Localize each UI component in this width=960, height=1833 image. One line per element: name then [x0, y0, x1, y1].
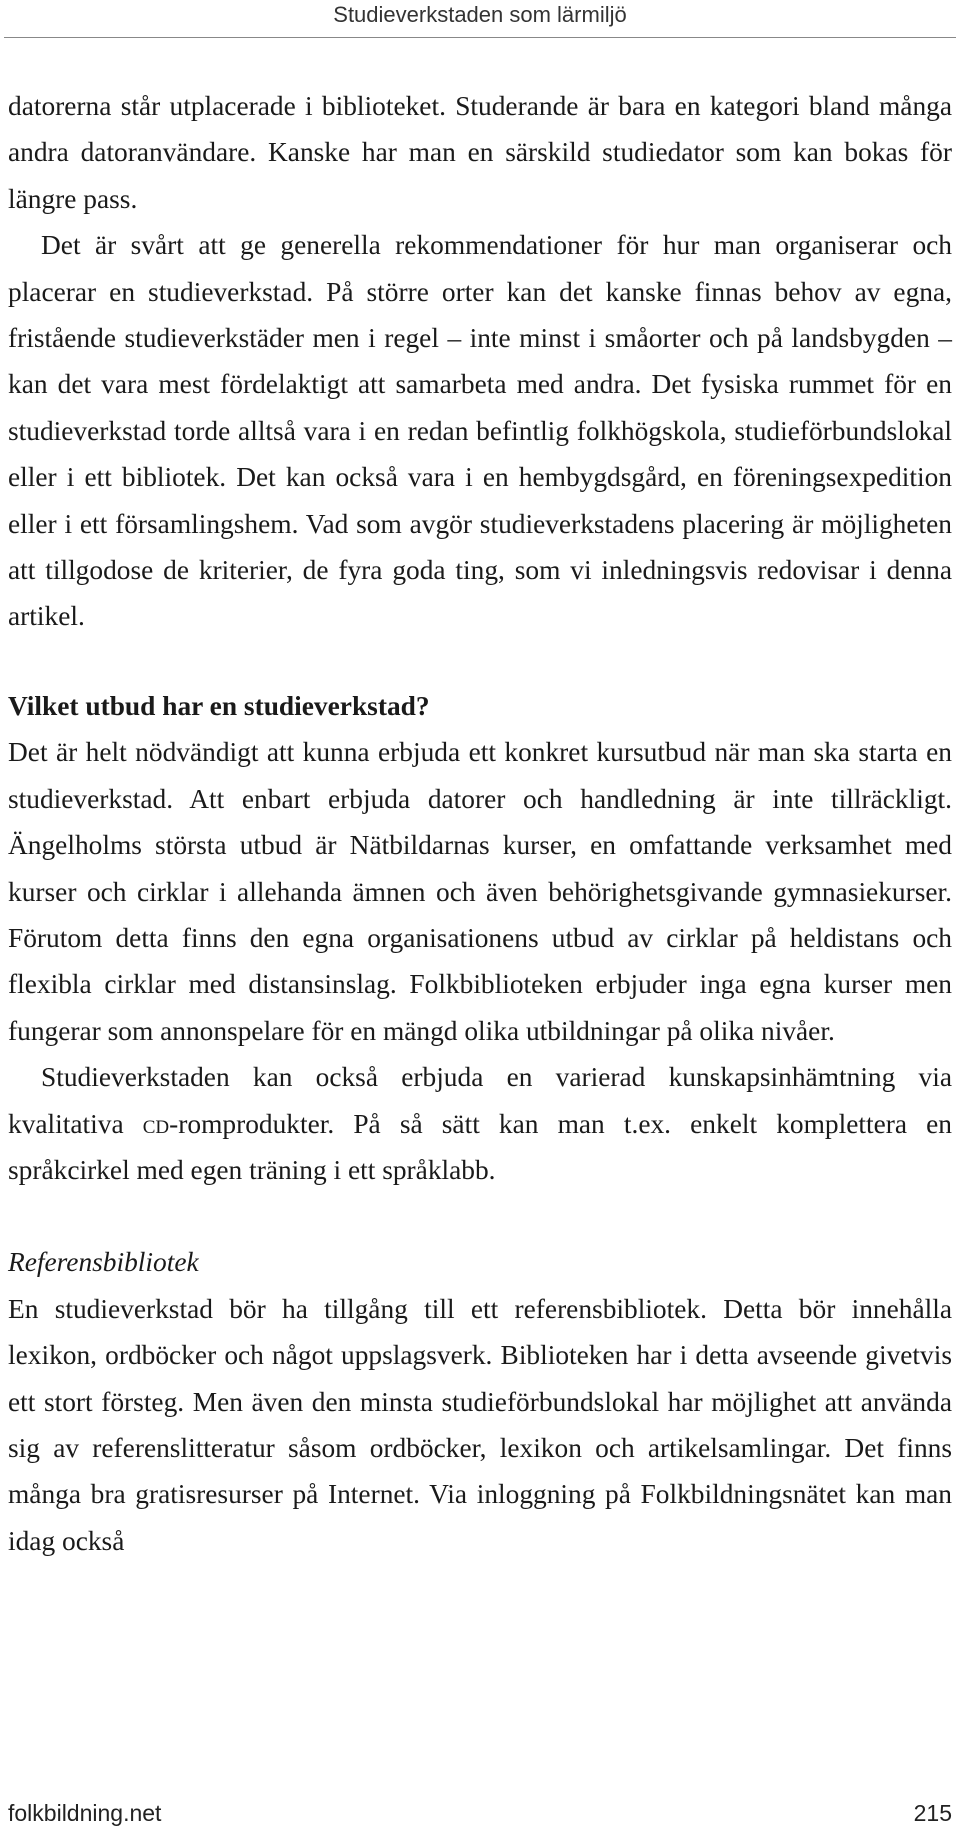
- page-number: 215: [913, 1800, 952, 1826]
- cd-abbreviation: cd: [142, 1108, 170, 1139]
- footer-site-name: folkbildning.net: [8, 1800, 162, 1826]
- header-divider: [4, 37, 956, 38]
- article-body: [8, 83, 952, 1564]
- paragraph-cd-text-end: -romprodukter. På så sätt kan man t.ex. enkelt komplettera en språkcirkel med egen träning i ett språklabb.: [8, 1108, 952, 1185]
- paragraph-cd-text-start: Studieverkstaden kan också erbjuda en varierad kunskapsinhämtning via kvalitativa: [8, 1062, 952, 1139]
- section-heading-offering: Vilket utbud har en studieverkstad?: [8, 690, 430, 721]
- page-footer: [0, 1796, 960, 1830]
- paragraph-cd-products: [8, 1054, 952, 1193]
- subsection-heading-reference-library: Referensbibliotek: [8, 1247, 199, 1278]
- running-header-title: Studieverkstaden som lärmiljö: [333, 2, 627, 27]
- running-header: [0, 0, 960, 38]
- paragraph-placement: Det är svårt att ge generella rekommendationer för hur man organiserar och placerar en studieverkstad. På större orter kan det kanske finnas behov av egna, fristående studieverkstäder men i regel – inte minst i småorter och på landsbygden – kan det vara mest fördelaktigt att samarbeta med andra. Det fysiska rummet för en studieverkstad torde alltså vara i en redan befintlig folkhögskola, studieförbundslokal eller i ett bibliotek. Det kan också vara i en hembygdsgård, en föreningsexpedition eller i ett församlingshem. Vad som avgör studieverkstadens placering är möjligheten att tillgodose de kriterier, de fyra goda ting, som vi inledningsvis redovisar i denna artikel.: [8, 230, 952, 632]
- paragraph-course-offering: Det är helt nödvändigt att kunna erbjuda ett konkret kursutbud när man ska starta en studieverkstad. Att enbart erbjuda datorer och handledning är inte tillräckligt. Ängelholms största utbud är Nätbildarnas kurser, en omfattande verksamhet med kurser och cirklar i allehanda ämnen och även behörighetsgivande gymnasiekurser. Förutom detta finns den egna organisationens utbud av cirklar på heldistans och flexibla cirklar med distansinslag. Folkbiblioteken erbjuder inga egna kurser men fungerar som annonspelare för en mängd olika utbildningar på olika nivåer.: [8, 737, 952, 1046]
- paragraph-reference-library: En studieverkstad bör ha tillgång till ett referensbibliotek. Detta bör innehålla lexikon, ordböcker och något uppslagsverk. Biblioteken har i detta avseende givetvis ett stort försteg. Men även den minsta studieförbundslokal har möjlighet att använda sig av referenslitteratur såsom ordböcker, lexikon och artikelsamlingar. Det finns många bra gratisresurser på Internet. Via inloggning på Folkbildningsnätet kan man idag också: [8, 1293, 952, 1556]
- paragraph-continued: datorerna står utplacerade i biblioteket. Studerande är bara en kategori bland många andra datoranvändare. Kanske har man en särskild studiedator som kan bokas för längre pass.: [8, 91, 952, 214]
